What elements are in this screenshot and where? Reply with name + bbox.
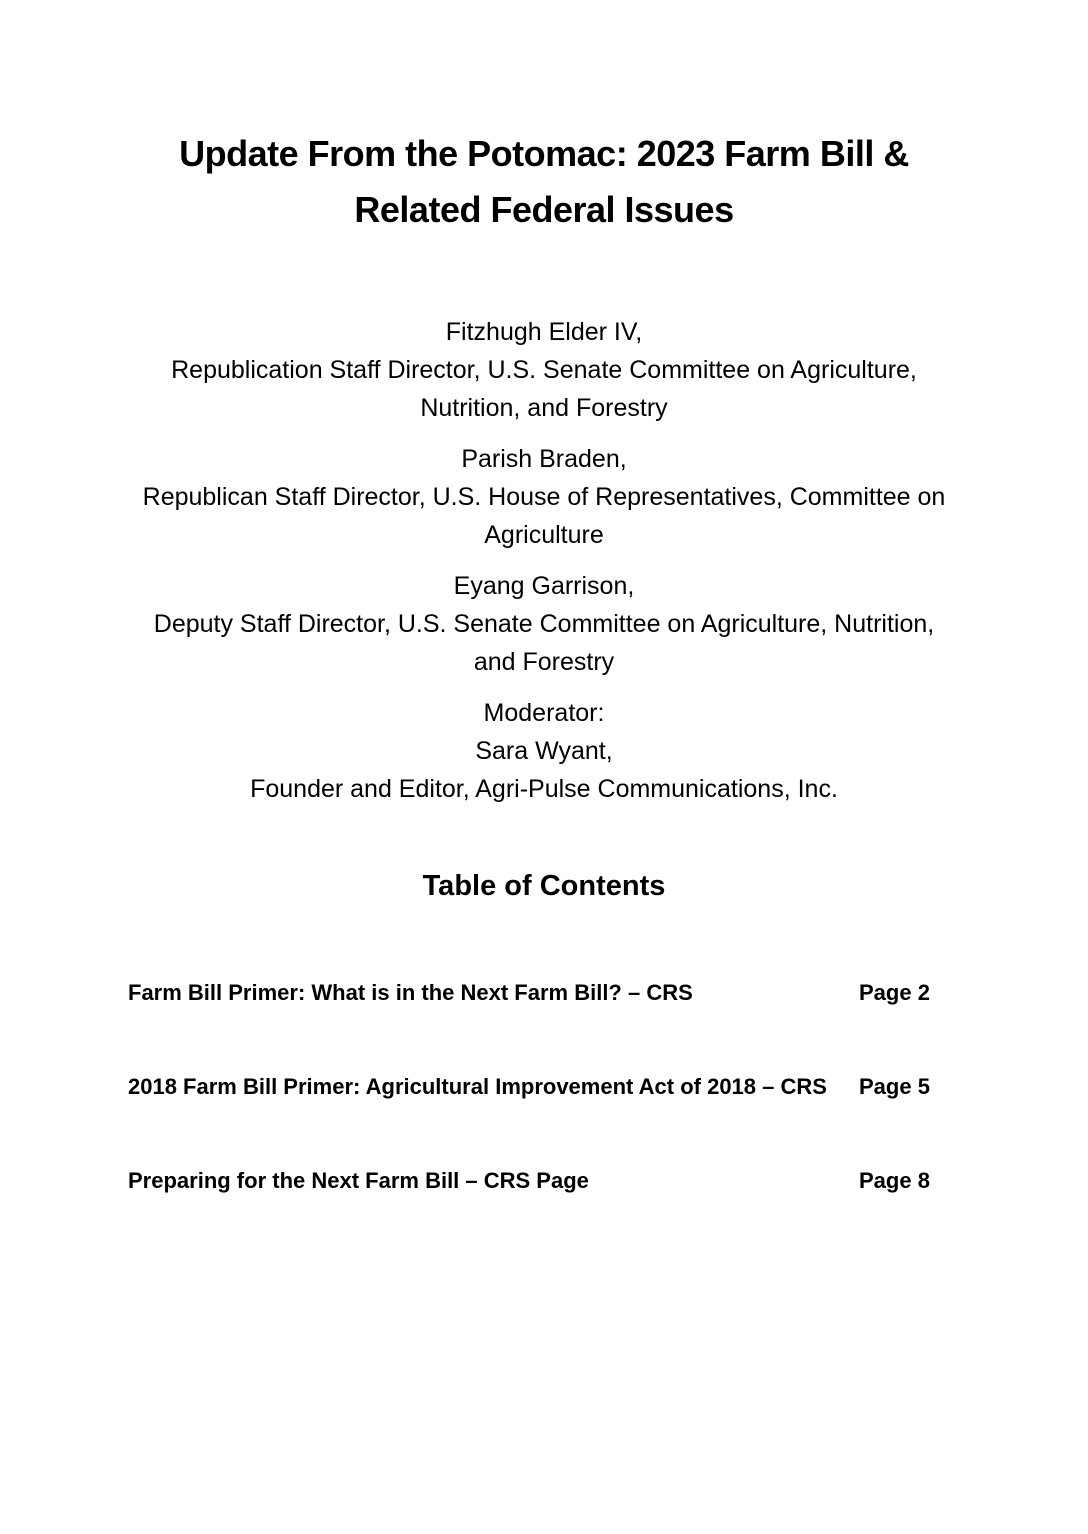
- toc-heading: Table of Contents: [422, 870, 666, 902]
- speaker-role-line: Republication Staff Director, U.S. Senate Committee on Agriculture,: [171, 356, 917, 384]
- toc-entry-page: Page 8: [859, 1168, 930, 1193]
- moderator-block: [70, 694, 1018, 808]
- speaker-name: Eyang Garrison,: [453, 572, 635, 600]
- document-page: [0, 126, 1088, 1534]
- speaker-name: Fitzhugh Elder IV,: [445, 318, 643, 346]
- speaker-list: [0, 313, 1088, 808]
- toc-entry-page: Page 2: [859, 980, 930, 1005]
- speaker-role-line: Nutrition, and Forestry: [420, 394, 668, 422]
- toc-entry: [128, 978, 978, 1008]
- moderator-role-line: Founder and Editor, Agri-Pulse Communications, Inc.: [250, 775, 838, 803]
- speaker-role-line: and Forestry: [473, 648, 615, 676]
- document-title: [80, 126, 1008, 238]
- toc-entry: [128, 1166, 978, 1196]
- toc-entry-title: Farm Bill Primer: What is in the Next Farm Bill? – CRS: [128, 980, 693, 1005]
- speaker-role-line: Agriculture: [484, 521, 604, 549]
- moderator-label: Moderator:: [483, 699, 605, 727]
- toc-entry-list: [0, 978, 1088, 1196]
- speaker-role-line: Republican Staff Director, U.S. House of Representatives, Committee on: [142, 483, 946, 511]
- speaker-block-eyang-garrison: [70, 567, 1018, 681]
- moderator-name: Sara Wyant,: [475, 737, 613, 765]
- toc-entry-page: Page 5: [859, 1074, 930, 1099]
- document-title-line-2: Related Federal Issues: [354, 189, 734, 230]
- speaker-block-parish-braden: [70, 440, 1018, 554]
- speaker-block-fitzhugh-elder: [70, 313, 1018, 427]
- toc-entry-title: Preparing for the Next Farm Bill – CRS Page: [128, 1168, 589, 1193]
- toc-entry: [128, 1072, 978, 1102]
- toc-entry-title: 2018 Farm Bill Primer: Agricultural Improvement Act of 2018 – CRS: [128, 1074, 827, 1099]
- speaker-role-line: Deputy Staff Director, U.S. Senate Committee on Agriculture, Nutrition,: [153, 610, 935, 638]
- speaker-name: Parish Braden,: [461, 445, 627, 473]
- document-title-line-1: Update From the Potomac: 2023 Farm Bill &: [179, 133, 909, 174]
